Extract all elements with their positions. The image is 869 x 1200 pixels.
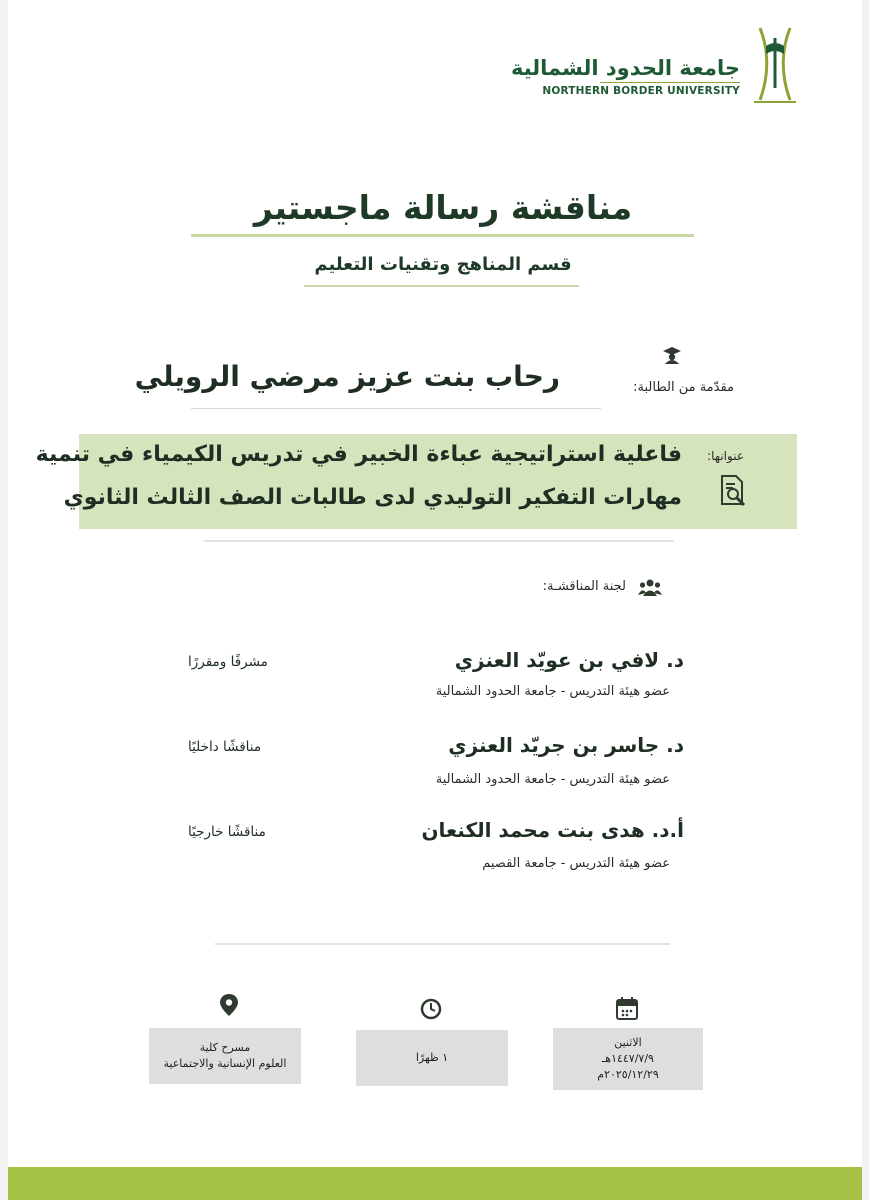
- event-date-gregorian: ٢٠٢٥/١٢/٢٩م: [597, 1068, 659, 1081]
- department-underline: [304, 285, 579, 287]
- venue-box: [149, 1028, 301, 1084]
- member-1-name: د. لافي بن عويّد العنزي: [454, 648, 684, 672]
- page-title: مناقشة رسالة ماجستير: [253, 188, 633, 227]
- footer-accent-bar: [8, 1167, 862, 1200]
- thesis-title-line-2: مهارات التفكير التوليدي لدى طالبات الصف الثالث الثانوي: [63, 485, 682, 510]
- member-2-name: د. جاسر بن جريّد العنزي: [448, 733, 684, 757]
- member-2-affiliation: عضو هيئة التدريس - جامعة الحدود الشمالية: [435, 772, 670, 787]
- poster-page: [8, 0, 862, 1200]
- university-emblem-icon: [740, 18, 810, 108]
- student-label: مقدّمة من الطالبة:: [633, 380, 734, 395]
- logo-name-ar: جامعة الحدود الشمالية: [510, 56, 740, 80]
- graduate-icon: [662, 346, 682, 364]
- time-box: [356, 1030, 508, 1086]
- location-pin-icon: [218, 993, 240, 1017]
- member-3-name: أ.د. هدى بنت محمد الكنعان: [421, 818, 684, 842]
- venue-line-1: مسرح كلية: [199, 1041, 251, 1054]
- logo-divider: [600, 82, 740, 83]
- document-search-icon: [719, 474, 747, 506]
- committee-label: لجنة المناقشـة:: [542, 579, 626, 594]
- event-day: الاثنين: [614, 1036, 642, 1049]
- group-icon: [638, 578, 662, 596]
- venue-line-2: العلوم الإنسانية والاجتماعية: [163, 1057, 287, 1070]
- thesis-title-line-1: فاعلية استراتيجية عباءة الخبير في تدريس الكيمياء في تنمية: [35, 442, 682, 467]
- event-time: ١ ظهرًا: [415, 1051, 449, 1064]
- student-underline: [191, 408, 601, 409]
- university-logo: [510, 18, 810, 108]
- member-3-affiliation: عضو هيئة التدريس - جامعة القصيم: [482, 856, 670, 871]
- member-2-role: مناقشًا داخليًا: [188, 739, 262, 755]
- title-underline: [191, 234, 694, 237]
- thesis-divider: [204, 540, 674, 542]
- info-divider: [215, 943, 670, 945]
- logo-name-en: NORTHERN BORDER UNIVERSITY: [542, 85, 740, 97]
- thesis-label: عنوانها:: [707, 449, 744, 463]
- department-name: قسم المناهج وتقنيات التعليم: [314, 254, 572, 275]
- member-1-affiliation: عضو هيئة التدريس - جامعة الحدود الشمالية: [435, 684, 670, 699]
- student-name: رحاب بنت عزيز مرضي الرويلي: [134, 360, 560, 393]
- date-box: [553, 1028, 703, 1090]
- clock-icon: [420, 997, 442, 1021]
- event-date-hijri: ١٤٤٧/٧/٩هـ: [602, 1052, 654, 1065]
- member-3-role: مناقشًا خارجيًا: [188, 824, 266, 840]
- calendar-icon: [616, 996, 638, 1020]
- member-1-role: مشرفًا ومقررًا: [188, 654, 268, 670]
